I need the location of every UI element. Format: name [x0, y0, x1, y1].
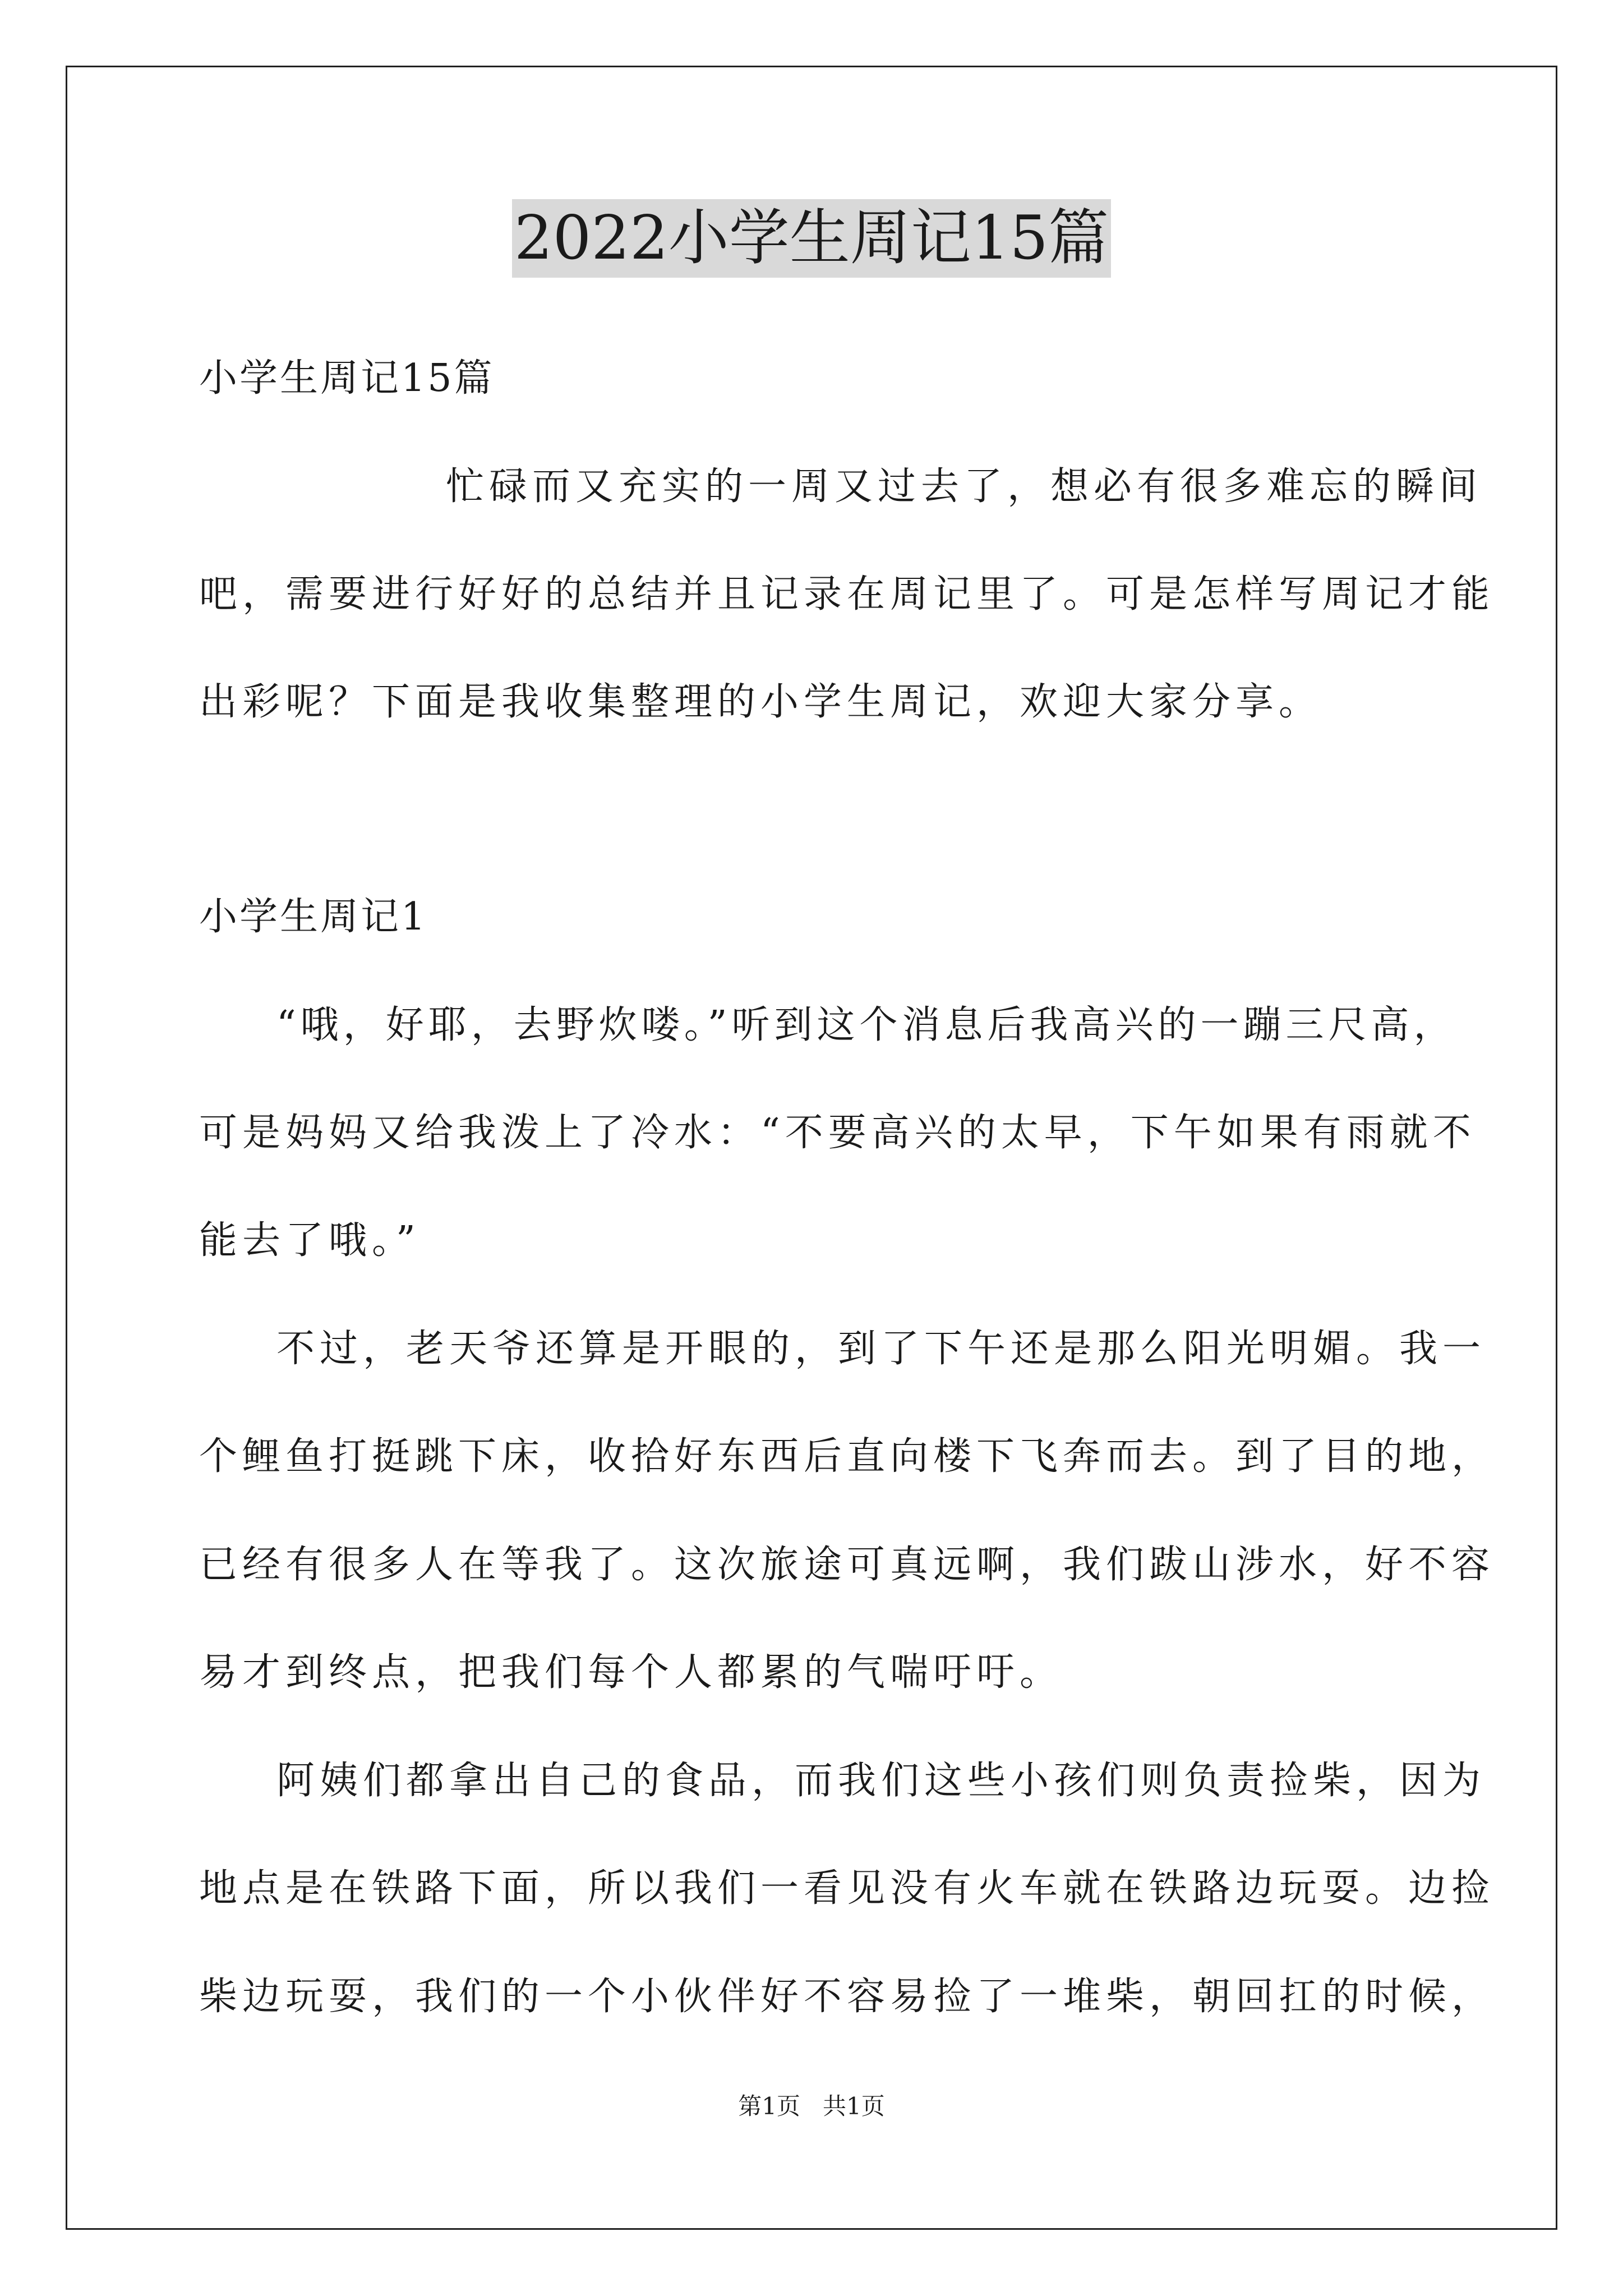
body-line-2: 可是妈妈又给我泼上了冷水：“不要高兴的太早，下午如果有雨就不	[199, 1111, 1476, 1155]
body-line-5: 个鲤鱼打挺跳下床，收拾好东西后直向楼下飞奔而去。到了目的地，	[199, 1434, 1495, 1479]
body-line-3: 能去了哦。”	[199, 1218, 421, 1263]
body-line-7: 易才到终点，把我们每个人都累的气喘吁吁。	[199, 1650, 1063, 1695]
page-number-footer: 第1页 共1页	[738, 2092, 885, 2120]
intro-line-2: 吧，需要进行好好的总结并且记录在周记里了。可是怎样写周记才能	[199, 572, 1495, 616]
body-line-8: 阿姨们都拿出自己的食品，而我们这些小孩们则负责捡柴，因为	[276, 1759, 1486, 1803]
section-heading: 小学生周记1	[199, 895, 428, 939]
body-line-1: “哦，好耶，去野炊喽。”听到这个消息后我高兴的一蹦三尺高，	[276, 1003, 1456, 1047]
intro-line-3: 出彩呢？下面是我收集整理的小学生周记，欢迎大家分享。	[199, 680, 1322, 724]
body-line-6: 已经有很多人在等我了。这次旅途可真远啊，我们跋山涉水，好不容	[199, 1543, 1495, 1587]
body-line-10: 柴边玩耍，我们的一个小伙伴好不容易捡了一堆柴，朝回扛的时候，	[199, 1975, 1495, 2019]
body-line-4: 不过，老天爷还算是开眼的，到了下午还是那么阳光明媚。我一	[276, 1327, 1486, 1371]
body-line-9: 地点是在铁路下面，所以我们一看见没有火车就在铁路边玩耍。边捡	[199, 1866, 1495, 1911]
intro-line-1: 忙碌而又充实的一周又过去了，想必有很多难忘的瞬间	[446, 464, 1483, 509]
title-container	[0, 199, 1623, 278]
document-title: 2022小学生周记15篇	[512, 199, 1111, 278]
document-subtitle: 小学生周记15篇	[199, 356, 495, 401]
